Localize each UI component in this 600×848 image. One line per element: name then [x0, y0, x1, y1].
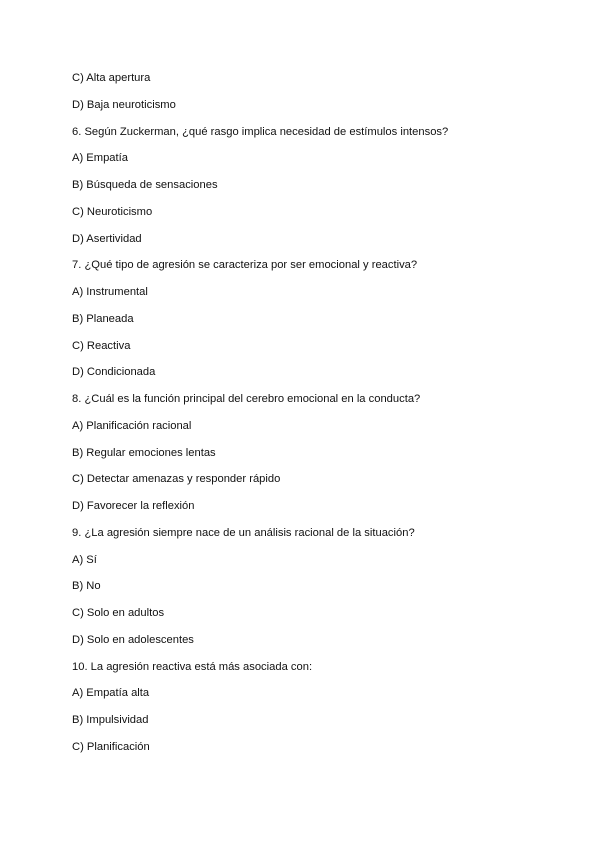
- answer-option: C) Solo en adultos: [72, 607, 165, 619]
- document-body: [72, 70, 572, 766]
- answer-option: C) Detectar amenazas y responder rápido: [72, 473, 281, 486]
- answer-option: A) Empatía: [72, 152, 128, 165]
- answer-option: A) Empatía alta: [72, 687, 150, 700]
- answer-option: C) Planificación: [72, 740, 150, 753]
- answer-option: D) Favorecer la reflexión: [72, 500, 195, 512]
- answer-option: D) Asertividad: [72, 232, 142, 245]
- question-text: 8. ¿Cuál es la función principal del cerebro emocional en la conducta?: [72, 393, 421, 405]
- answer-option: C) Neuroticismo: [72, 205, 153, 218]
- answer-option: D) Solo en adolescentes: [72, 633, 194, 646]
- answer-option: B) Impulsividad: [72, 714, 149, 726]
- answer-option: A) Planificación racional: [72, 419, 192, 432]
- answer-option: B) No: [72, 580, 101, 593]
- answer-option: B) Planeada: [72, 312, 134, 325]
- question-text: 6. Según Zuckerman, ¿qué rasgo implica necesidad de estímulos intensos?: [72, 125, 449, 138]
- answer-option: B) Regular emociones lentas: [72, 446, 216, 459]
- question-text: 9. ¿La agresión siempre nace de un análisis racional de la situación?: [72, 526, 415, 539]
- answer-option: C) Reactiva: [72, 339, 131, 352]
- answer-option: A) Sí: [72, 553, 97, 566]
- question-text: 10. La agresión reactiva está más asociada con:: [72, 660, 313, 673]
- answer-option: A) Instrumental: [72, 286, 148, 298]
- answer-option: D) Baja neuroticismo: [72, 98, 176, 111]
- answer-option: B) Búsqueda de sensaciones: [72, 179, 218, 191]
- answer-option: C) Alta apertura: [72, 72, 151, 84]
- answer-option: D) Condicionada: [72, 366, 156, 379]
- question-text: 7. ¿Qué tipo de agresión se caracteriza por ser emocional y reactiva?: [72, 259, 418, 272]
